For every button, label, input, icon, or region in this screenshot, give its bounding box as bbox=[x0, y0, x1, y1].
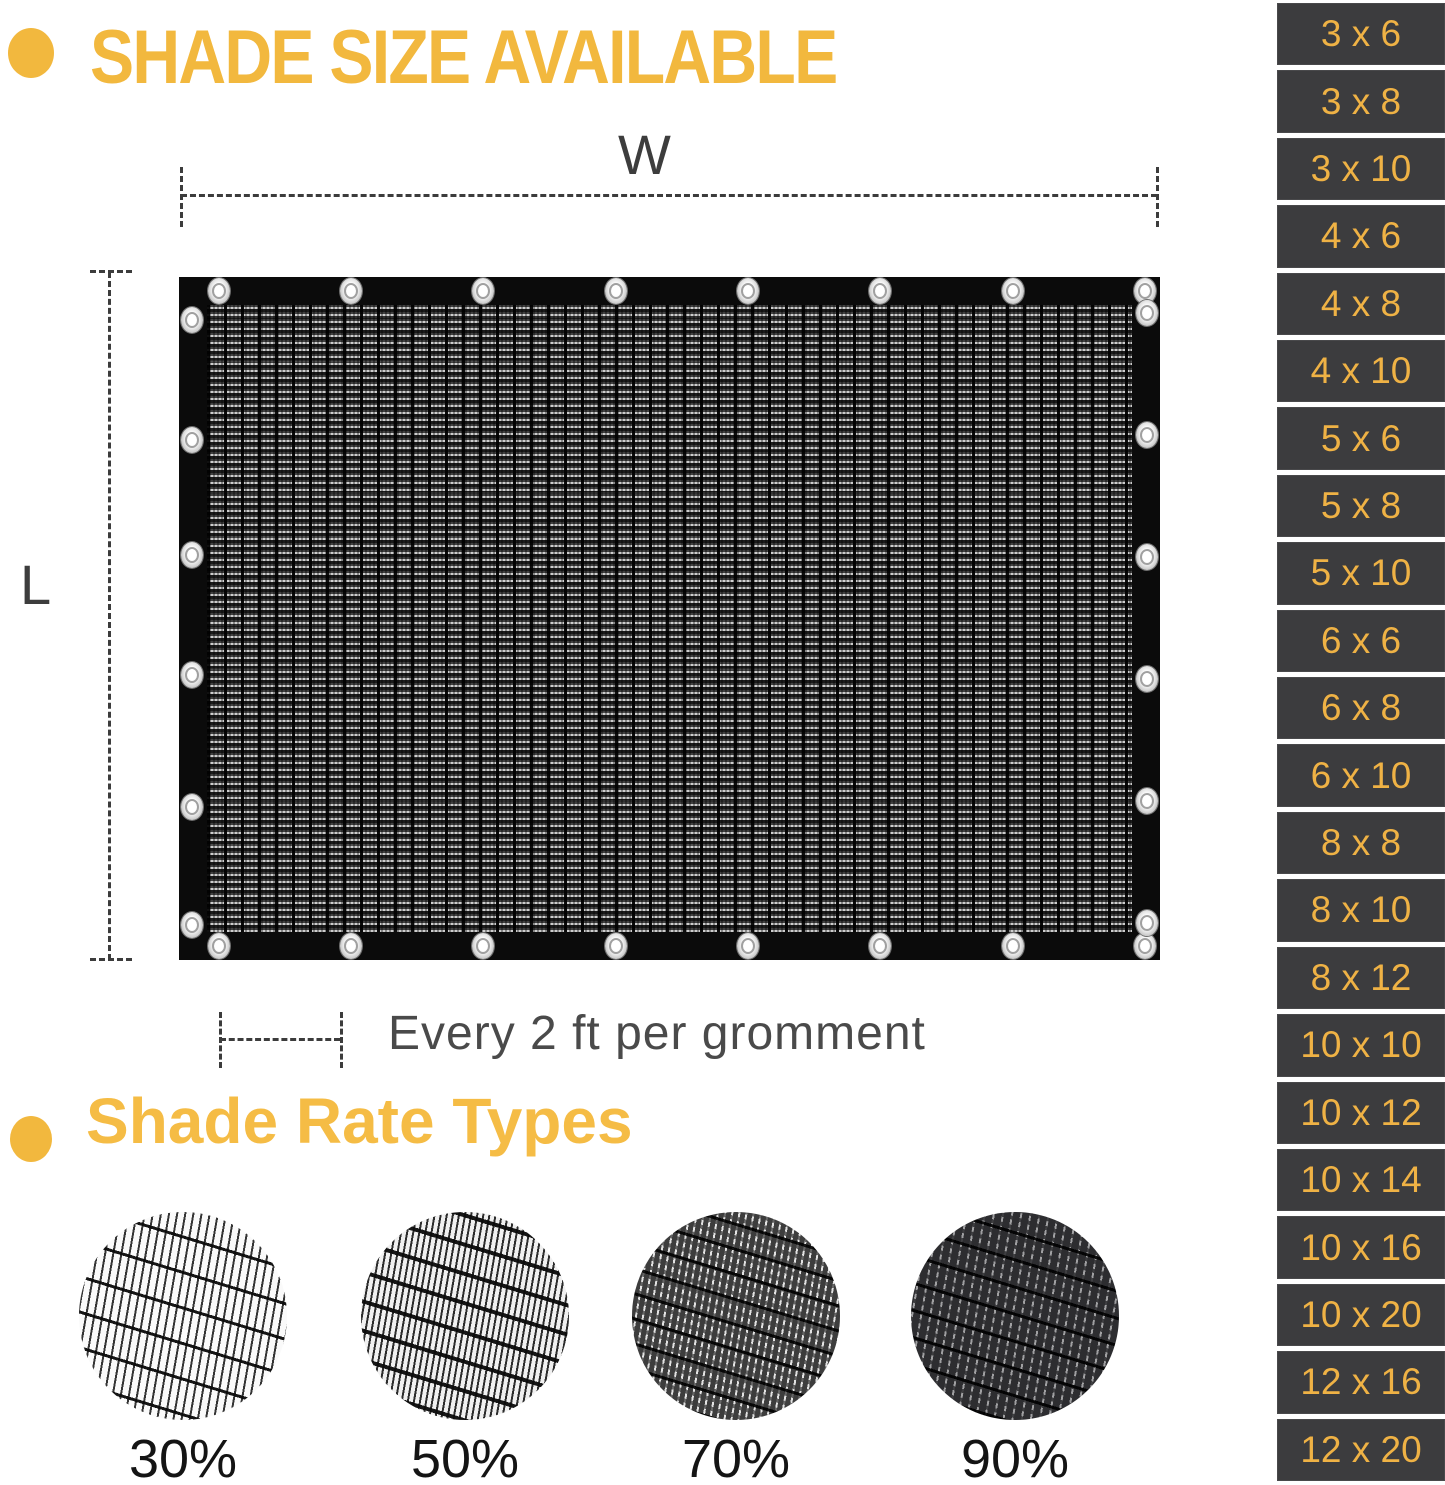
grommet-icon bbox=[1136, 300, 1158, 326]
size-option: 12 x 16 bbox=[1277, 1351, 1445, 1413]
grommet-icon bbox=[605, 933, 627, 959]
grommet-icon bbox=[869, 933, 891, 959]
size-option: 10 x 14 bbox=[1277, 1149, 1445, 1211]
grommet-spacing-tick-right bbox=[340, 1012, 343, 1068]
size-option: 6 x 10 bbox=[1277, 744, 1445, 806]
size-option: 10 x 20 bbox=[1277, 1284, 1445, 1346]
grommet-icon bbox=[737, 278, 759, 304]
size-option: 5 x 10 bbox=[1277, 542, 1445, 604]
size-option: 3 x 10 bbox=[1277, 138, 1445, 200]
width-dimension-tick-left bbox=[180, 167, 183, 227]
size-option: 10 x 12 bbox=[1277, 1082, 1445, 1144]
grommet-icon bbox=[340, 278, 362, 304]
grommet-icon bbox=[181, 794, 203, 820]
size-option: 3 x 6 bbox=[1277, 3, 1445, 65]
grommet-icon bbox=[208, 933, 230, 959]
bullet-icon bbox=[8, 28, 54, 78]
shade-rate-label: 70% bbox=[681, 1429, 791, 1485]
grommet-icon bbox=[1002, 278, 1024, 304]
grommet-icon bbox=[869, 278, 891, 304]
length-dimension-tick-top bbox=[90, 270, 132, 273]
grommet-icon bbox=[181, 427, 203, 453]
grommet-icon bbox=[1136, 422, 1158, 448]
size-option: 5 x 6 bbox=[1277, 407, 1445, 469]
size-available-title: SHADE SIZE AVAILABLE bbox=[90, 15, 837, 100]
size-option: 4 x 8 bbox=[1277, 273, 1445, 335]
grommet-icon bbox=[181, 307, 203, 333]
size-option: 12 x 20 bbox=[1277, 1419, 1445, 1481]
size-option: 6 x 6 bbox=[1277, 610, 1445, 672]
shade-rate-label: 30% bbox=[128, 1429, 238, 1485]
grommet-icon bbox=[737, 933, 759, 959]
width-dimension-label: W bbox=[618, 123, 671, 186]
grommet-icon bbox=[472, 278, 494, 304]
grommet-icon bbox=[208, 278, 230, 304]
shade-rate-title: Shade Rate Types bbox=[86, 1085, 633, 1157]
shade-rate-sample-30 bbox=[79, 1212, 287, 1485]
mesh-swatch-90-icon bbox=[911, 1212, 1119, 1420]
mesh-swatch-30-icon bbox=[79, 1212, 287, 1420]
grommet-icon bbox=[1134, 933, 1156, 959]
shade-rate-sample-70 bbox=[632, 1212, 840, 1485]
grommet-icon bbox=[605, 278, 627, 304]
size-option: 8 x 8 bbox=[1277, 812, 1445, 874]
length-dimension-line bbox=[108, 272, 111, 960]
length-dimension-label: L bbox=[20, 553, 52, 616]
shade-rate-sample-50 bbox=[361, 1212, 569, 1485]
size-option: 3 x 8 bbox=[1277, 70, 1445, 132]
width-dimension-line bbox=[181, 194, 1157, 197]
grommet-icon bbox=[181, 912, 203, 938]
grommet-icon bbox=[1136, 544, 1158, 570]
size-option: 6 x 8 bbox=[1277, 677, 1445, 739]
mesh-swatch-70-icon bbox=[632, 1212, 840, 1420]
grommet-icon bbox=[340, 933, 362, 959]
grommet-icon bbox=[181, 542, 203, 568]
size-option: 4 x 6 bbox=[1277, 205, 1445, 267]
grommet-note: Every 2 ft per gromment bbox=[388, 1007, 926, 1060]
size-option: 8 x 10 bbox=[1277, 879, 1445, 941]
grommet-icon bbox=[1002, 933, 1024, 959]
size-list bbox=[1277, 0, 1445, 1485]
size-option: 10 x 10 bbox=[1277, 1014, 1445, 1076]
width-dimension-tick-right bbox=[1156, 167, 1159, 227]
grommet-spacing-line bbox=[220, 1038, 340, 1041]
size-option: 10 x 16 bbox=[1277, 1216, 1445, 1278]
shade-rate-sample-90 bbox=[911, 1212, 1119, 1485]
grommet-icon bbox=[1136, 788, 1158, 814]
bullet-icon bbox=[10, 1116, 52, 1162]
shade-rate-label: 50% bbox=[410, 1429, 520, 1485]
grommet-icon bbox=[472, 933, 494, 959]
length-dimension-tick-bottom bbox=[90, 958, 132, 961]
size-option: 5 x 8 bbox=[1277, 475, 1445, 537]
grommet-icon bbox=[1136, 666, 1158, 692]
shade-mesh-texture bbox=[207, 305, 1132, 932]
shade-rate-label: 90% bbox=[960, 1429, 1070, 1485]
grommet-icon bbox=[1136, 910, 1158, 936]
mesh-swatch-50-icon bbox=[361, 1212, 569, 1420]
size-option: 8 x 12 bbox=[1277, 947, 1445, 1009]
size-option: 4 x 10 bbox=[1277, 340, 1445, 402]
shade-net-diagram bbox=[179, 277, 1160, 960]
grommet-icon bbox=[181, 662, 203, 688]
